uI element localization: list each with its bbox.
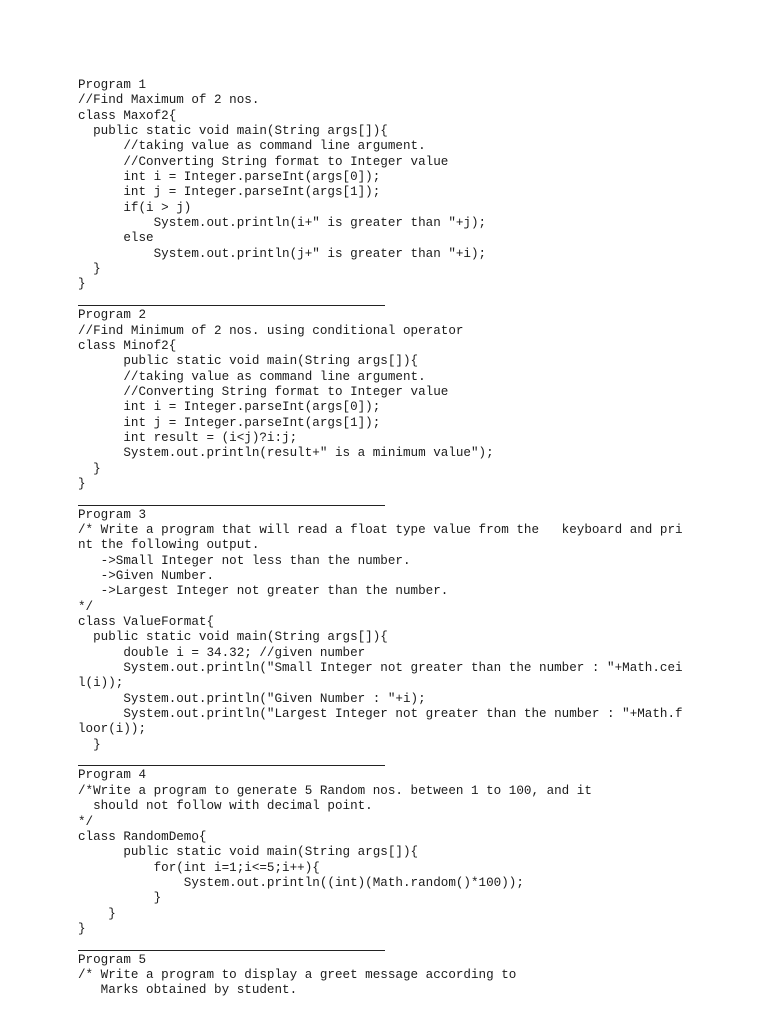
code-line: //Converting String format to Integer value [78, 384, 449, 399]
code-line: else [78, 231, 154, 246]
program-block-1 [78, 78, 698, 293]
code-line: double i = 34.32; //given number [78, 645, 366, 660]
section-divider [78, 492, 698, 507]
code-line: class RandomDemo{ [78, 829, 207, 844]
code-line: //taking value as command line argument. [78, 369, 426, 384]
code-line: } [78, 906, 116, 921]
code-line: public static void main(String args[]){ [78, 354, 419, 369]
code-line: } [78, 737, 101, 752]
code-line: ->Largest Integer not greater than the number. [78, 584, 449, 599]
program-heading: Program 5 [78, 952, 147, 967]
section-divider [78, 293, 698, 308]
code-line: l(i)); [78, 676, 124, 691]
code-line: } [78, 461, 101, 476]
code-line: } [78, 262, 101, 277]
code-line: public static void main(String args[]){ [78, 845, 419, 860]
program-block-3 [78, 508, 698, 754]
code-line: int i = Integer.parseInt(args[0]); [78, 400, 381, 415]
code-line: ->Small Integer not less than the number. [78, 553, 411, 568]
code-line: System.out.println(result+" is a minimum value"); [78, 446, 494, 461]
code-line: Marks obtained by student. [78, 983, 298, 998]
code-line: nt the following output. [78, 538, 260, 553]
code-line: int result = (i<j)?i:j; [78, 430, 298, 445]
code-line: //Find Maximum of 2 nos. [78, 93, 260, 108]
program-block-5 [78, 953, 698, 999]
code-line: System.out.println("Largest Integer not greater than the number : "+Math.f [78, 707, 683, 722]
code-line: System.out.println(i+" is greater than "+j); [78, 216, 487, 231]
section-divider [78, 753, 698, 768]
code-line: */ [78, 814, 94, 829]
program-heading: Program 3 [78, 507, 147, 522]
code-line: } [78, 921, 86, 936]
code-line: public static void main(String args[]){ [78, 630, 388, 645]
document-page [78, 78, 698, 999]
section-divider [78, 937, 698, 952]
program-heading: Program 2 [78, 308, 147, 323]
code-line: class ValueFormat{ [78, 615, 215, 630]
code-line: System.out.println((int)(Math.random()*100)); [78, 875, 524, 890]
code-line: public static void main(String args[]){ [78, 124, 388, 139]
code-line: System.out.println(j+" is greater than "+i); [78, 246, 487, 261]
program-block-2 [78, 308, 698, 492]
code-line: if(i > j) [78, 200, 192, 215]
code-line: loor(i)); [78, 722, 147, 737]
code-line: int i = Integer.parseInt(args[0]); [78, 170, 381, 185]
code-line: for(int i=1;i<=5;i++){ [78, 860, 320, 875]
program-block-4 [78, 768, 698, 937]
code-line: class Maxof2{ [78, 108, 177, 123]
code-line: int j = Integer.parseInt(args[1]); [78, 415, 381, 430]
program-heading: Program 1 [78, 78, 147, 92]
code-line: class Minof2{ [78, 338, 177, 353]
code-line: should not follow with decimal point. [78, 799, 373, 814]
code-line: */ [78, 599, 94, 614]
program-heading: Program 4 [78, 768, 147, 783]
code-line: } [78, 277, 86, 292]
code-line: //Converting String format to Integer value [78, 154, 449, 169]
code-line: } [78, 891, 162, 906]
code-line: //taking value as command line argument. [78, 139, 426, 154]
code-line: /*Write a program to generate 5 Random nos. between 1 to 100, and it [78, 783, 592, 798]
code-line: ->Given Number. [78, 569, 215, 583]
code-line: //Find Minimum of 2 nos. using conditional operator [78, 323, 464, 338]
code-line: /* Write a program that will read a float type value from the keyboard and pri [78, 522, 683, 537]
code-line: } [78, 476, 86, 491]
code-line: System.out.println("Given Number : "+i); [78, 691, 426, 706]
code-line: System.out.println("Small Integer not greater than the number : "+Math.cei [78, 661, 683, 676]
code-line: int j = Integer.parseInt(args[1]); [78, 185, 381, 200]
code-line: /* Write a program to display a greet message according to [78, 967, 517, 982]
